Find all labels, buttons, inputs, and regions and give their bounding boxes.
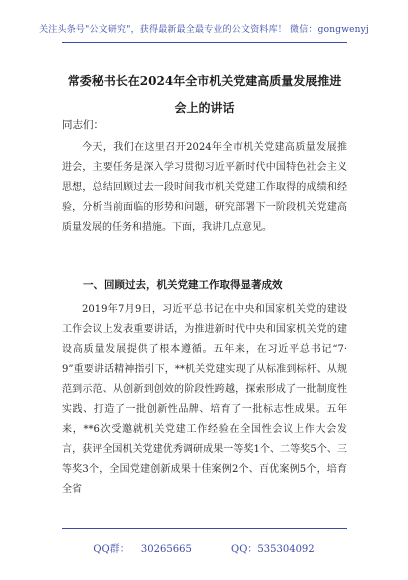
footer-divider xyxy=(62,528,347,529)
footer-qq: QQ：535304092 xyxy=(231,544,315,555)
footer-qq-group: QQ群： 30265665 xyxy=(93,544,192,555)
section-heading: 一、回顾过去，机关党建工作取得显著成效 xyxy=(83,279,283,291)
greeting-text: 同志们： xyxy=(62,119,104,131)
footer-contacts xyxy=(0,540,408,555)
document-title: 常委秘书长在2024年全市机关党建高质量发展推进会上的讲话 xyxy=(67,74,342,115)
header-divider xyxy=(62,42,347,43)
header-banner: 关注头条号"公文研究"，获得最新最全最专业的公文资料库！ 微信：gongwenyj xyxy=(39,25,369,35)
section-paragraph: 2019年7月9日，习近平总书记在中央和国家机关党的建设工作会议上发表重要讲话，为推进新时代中央和国家机关党的建设高质量发展提供了根本遵循。五年来，在习近平总书记“7·9”重要讲话精神指引下，**机关党建实现了从标准到标杆、从规范到示范、从创新到创效的阶段性跨越，探索形成了一批制度性实践、打造了一批创新性品牌、培育了一批标志性成果。五年来，**6次受邀就机关党建工作经验在全国性会议上作大会发言，获评全国机关党建优秀调研成果一等奖1个、二等奖5个、三等奖3个，全国党建创新成果十佳案例2个、百优案例5个，培育全省 xyxy=(62,304,347,495)
intro-paragraph: 今天，我们在这里召开2024年全市机关党建高质量发展推进会，主要任务是深入学习贯彻习近平新时代中国特色社会主义思想，总结回顾过去一段时间我市机关党建工作取得的成绩和经验，分析当前面临的形势和问题，研究部署下一阶段机关党建高质量发展的任务和措施。下面，我讲几点意见。 xyxy=(62,142,347,233)
